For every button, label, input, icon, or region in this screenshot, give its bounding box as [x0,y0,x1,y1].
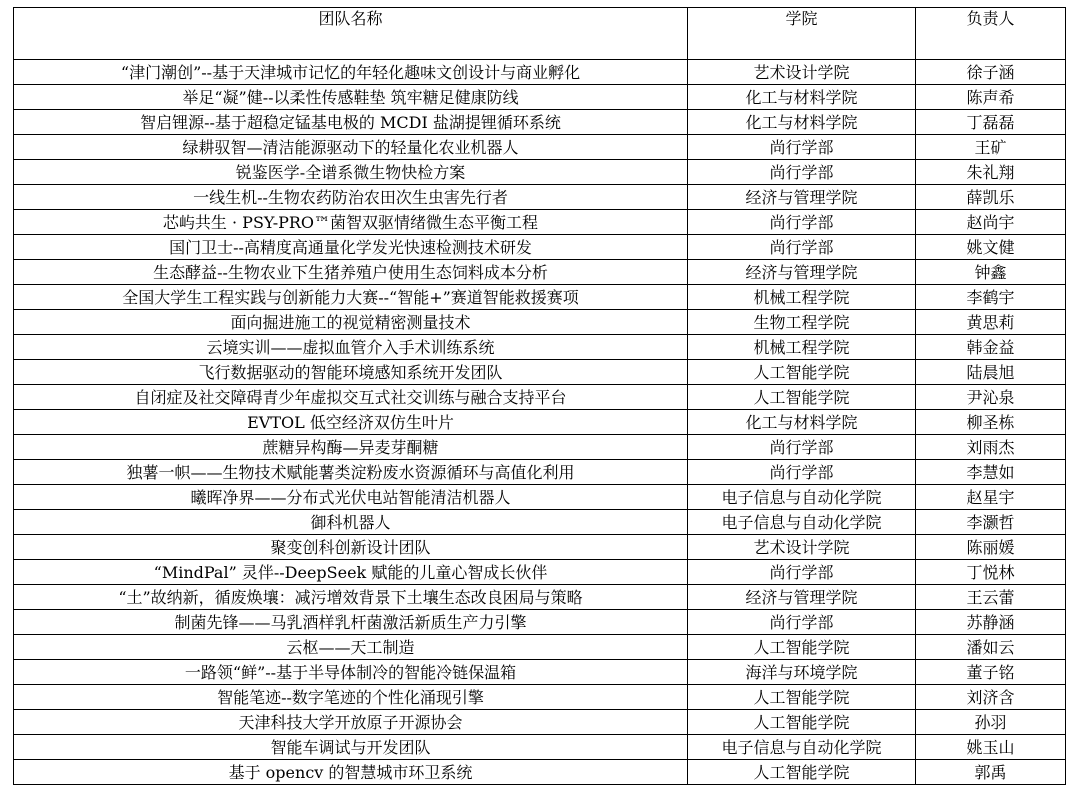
cell-team-name: 绿耕驭智—清洁能源驱动下的轻量化农业机器人 [14,135,688,160]
cell-college: 经济与管理学院 [688,260,916,285]
cell-college: 人工智能学院 [688,360,916,385]
header-college: 学院 [688,8,916,60]
cell-team-name: 天津科技大学开放原子开源协会 [14,710,688,735]
cell-team-name: 国门卫士--高精度高通量化学发光快速检测技术研发 [14,235,688,260]
table-row [14,360,1066,385]
table-row [14,735,1066,760]
cell-leader: 丁悦林 [916,560,1066,585]
table-row [14,85,1066,110]
cell-team-name: 智能笔迹--数字笔迹的个性化涌现引擎 [14,685,688,710]
cell-college: 尚行学部 [688,160,916,185]
table-row [14,310,1066,335]
table-row [14,260,1066,285]
cell-leader: 王矿 [916,135,1066,160]
cell-leader: 黄思莉 [916,310,1066,335]
table-row [14,135,1066,160]
table-row [14,685,1066,710]
cell-team-name: 飞行数据驱动的智能环境感知系统开发团队 [14,360,688,385]
team-table [13,7,1066,785]
table-row [14,660,1066,685]
cell-team-name: 制菌先锋——马乳酒样乳杆菌激活新质生产力引擎 [14,610,688,635]
table-row [14,560,1066,585]
cell-team-name: 自闭症及社交障碍青少年虚拟交互式社交训练与融合支持平台 [14,385,688,410]
cell-team-name: 一路领“鲜”--基于半导体制冷的智能冷链保温箱 [14,660,688,685]
cell-college: 经济与管理学院 [688,585,916,610]
cell-college: 电子信息与自动化学院 [688,510,916,535]
cell-college: 尚行学部 [688,610,916,635]
cell-team-name: “MindPal” 灵伴--DeepSeek 赋能的儿童心智成长伙伴 [14,560,688,585]
cell-team-name: 一线生机--生物农药防治农田次生虫害先行者 [14,185,688,210]
cell-leader: 李慧如 [916,460,1066,485]
cell-leader: 赵星宇 [916,485,1066,510]
table-row [14,160,1066,185]
cell-leader: 韩金益 [916,335,1066,360]
table-row [14,110,1066,135]
cell-college: 尚行学部 [688,235,916,260]
cell-team-name: 面向掘进施工的视觉精密测量技术 [14,310,688,335]
cell-team-name: 举足“凝”健--以柔性传感鞋垫 筑牢糖足健康防线 [14,85,688,110]
cell-college: 人工智能学院 [688,760,916,785]
cell-college: 化工与材料学院 [688,85,916,110]
cell-college: 经济与管理学院 [688,185,916,210]
table-row [14,435,1066,460]
table-row [14,60,1066,85]
cell-team-name: “土”故纳新，循废焕壤：减污增效背景下土壤生态改良困局与策略 [14,585,688,610]
cell-team-name: 基于 opencv 的智慧城市环卫系统 [14,760,688,785]
table-row [14,760,1066,785]
table-row [14,610,1066,635]
cell-leader: 陈声希 [916,85,1066,110]
cell-leader: 潘如云 [916,635,1066,660]
table-row [14,185,1066,210]
table-row [14,410,1066,435]
cell-college: 人工智能学院 [688,685,916,710]
cell-college: 尚行学部 [688,135,916,160]
table-row [14,510,1066,535]
cell-team-name: 云枢——天工制造 [14,635,688,660]
cell-leader: 柳圣栋 [916,410,1066,435]
cell-college: 人工智能学院 [688,710,916,735]
cell-college: 尚行学部 [688,460,916,485]
cell-leader: 陆晨旭 [916,360,1066,385]
cell-team-name: EVTOL 低空经济双仿生叶片 [14,410,688,435]
cell-team-name: 聚变创科创新设计团队 [14,535,688,560]
table-row [14,585,1066,610]
cell-college: 生物工程学院 [688,310,916,335]
table-row [14,535,1066,560]
cell-college: 人工智能学院 [688,635,916,660]
cell-college: 尚行学部 [688,435,916,460]
cell-college: 海洋与环境学院 [688,660,916,685]
header-row [14,8,1066,60]
cell-team-name: 生态酵益--生物农业下生猪养殖户使用生态饲料成本分析 [14,260,688,285]
table-row [14,210,1066,235]
cell-leader: 郭禹 [916,760,1066,785]
cell-college: 艺术设计学院 [688,60,916,85]
cell-leader: 苏静涵 [916,610,1066,635]
cell-leader: 王云蕾 [916,585,1066,610]
cell-leader: 徐子涵 [916,60,1066,85]
cell-leader: 钟鑫 [916,260,1066,285]
header-leader: 负责人 [916,8,1066,60]
cell-leader: 姚文健 [916,235,1066,260]
table-row [14,285,1066,310]
cell-team-name: 锐鉴医学-全谱系微生物快检方案 [14,160,688,185]
table-body [14,60,1066,785]
cell-team-name: 独薯一帜——生物技术赋能薯类淀粉废水资源循环与高值化利用 [14,460,688,485]
cell-leader: 丁磊磊 [916,110,1066,135]
cell-team-name: 芯屿共生 · PSY-PRO™菌智双驱情绪微生态平衡工程 [14,210,688,235]
table-row [14,485,1066,510]
table-row [14,235,1066,260]
table-row [14,710,1066,735]
cell-college: 人工智能学院 [688,385,916,410]
header-team-name: 团队名称 [14,8,688,60]
cell-team-name: 蔗糖异构酶—异麦芽酮糖 [14,435,688,460]
cell-college: 化工与材料学院 [688,410,916,435]
cell-team-name: 全国大学生工程实践与创新能力大赛--“智能+”赛道智能救援赛项 [14,285,688,310]
table-row [14,335,1066,360]
cell-college: 化工与材料学院 [688,110,916,135]
cell-leader: 李灏哲 [916,510,1066,535]
cell-college: 电子信息与自动化学院 [688,485,916,510]
cell-team-name: 云境实训——虚拟血管介入手术训练系统 [14,335,688,360]
cell-college: 尚行学部 [688,210,916,235]
cell-team-name: 曦晖净界——分布式光伏电站智能清洁机器人 [14,485,688,510]
cell-leader: 董子铭 [916,660,1066,685]
cell-college: 机械工程学院 [688,335,916,360]
cell-college: 艺术设计学院 [688,535,916,560]
cell-leader: 尹沁泉 [916,385,1066,410]
cell-team-name: 御科机器人 [14,510,688,535]
cell-leader: 孙羽 [916,710,1066,735]
cell-leader: 姚玉山 [916,735,1066,760]
cell-team-name: 智启锂源--基于超稳定锰基电极的 MCDI 盐湖提锂循环系统 [14,110,688,135]
cell-team-name: “津门潮创”--基于天津城市记忆的年轻化趣味文创设计与商业孵化 [14,60,688,85]
cell-leader: 薛凯乐 [916,185,1066,210]
table-row [14,385,1066,410]
cell-leader: 朱礼翔 [916,160,1066,185]
cell-leader: 刘雨杰 [916,435,1066,460]
cell-college: 电子信息与自动化学院 [688,735,916,760]
cell-college: 尚行学部 [688,560,916,585]
cell-leader: 李鹤宇 [916,285,1066,310]
table-row [14,460,1066,485]
cell-college: 机械工程学院 [688,285,916,310]
table-row [14,635,1066,660]
cell-leader: 赵尚宇 [916,210,1066,235]
cell-team-name: 智能车调试与开发团队 [14,735,688,760]
cell-leader: 刘济含 [916,685,1066,710]
cell-leader: 陈丽媛 [916,535,1066,560]
